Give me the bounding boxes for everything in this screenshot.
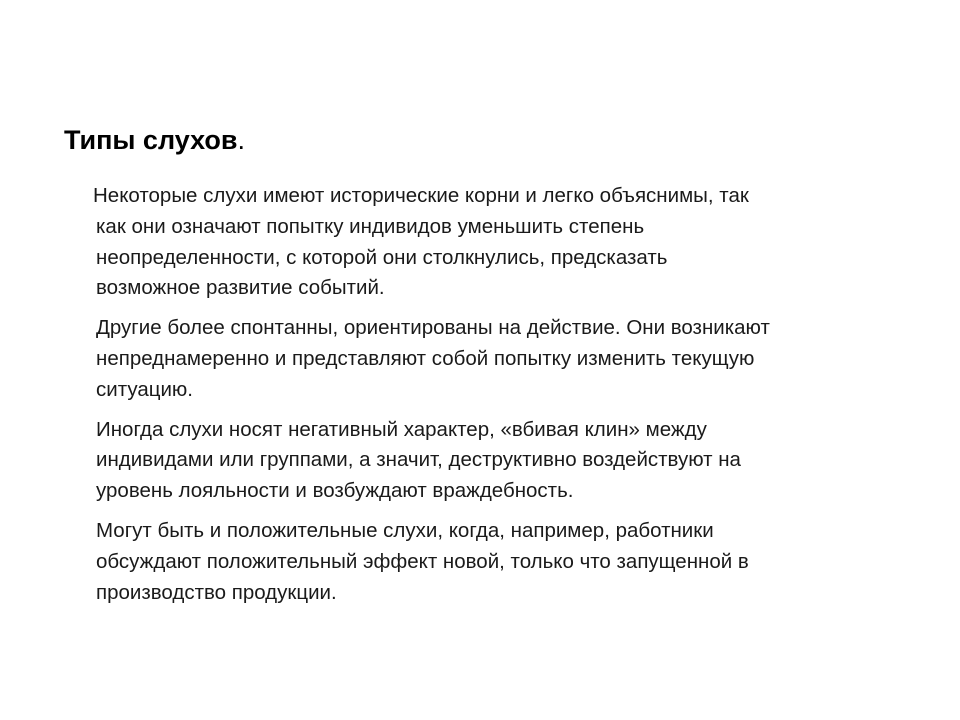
paragraph-spontaneous-rumors bbox=[96, 313, 916, 405]
text-line: производство продукции. bbox=[96, 580, 337, 604]
text-line: непреднамеренно и представляют собой попытку изменить текущую bbox=[96, 346, 755, 370]
text-line: Некоторые слухи имеют исторические корни и легко объяснимы, так bbox=[93, 184, 749, 207]
paragraph-negative-rumors bbox=[96, 415, 916, 507]
paragraph-positive-rumors bbox=[96, 516, 916, 608]
text-line: ситуацию. bbox=[96, 377, 194, 401]
slide-title bbox=[64, 120, 245, 160]
text-line: возможное развитие событий. bbox=[96, 276, 385, 300]
text-line: индивидами или группами, а значит, деструктивно воздействуют на bbox=[96, 448, 741, 472]
text-line: неопределенности, с которой они столкнулись, предсказать bbox=[96, 245, 668, 269]
text-line: уровень лояльности и возбуждают враждебность. bbox=[96, 479, 574, 503]
paragraph-historical-rumors bbox=[93, 181, 916, 304]
text-line: обсуждают положительный эффект новой, только что запущенной в bbox=[96, 549, 749, 573]
text-line: Другие более спонтанны, ориентированы на действие. Они возникают bbox=[96, 316, 770, 340]
slide-title-punct: . bbox=[237, 125, 246, 155]
text-line: как они означают попытку индивидов уменьшить степень bbox=[96, 214, 645, 238]
text-line: Могут быть и положительные слухи, когда, например, работники bbox=[96, 518, 714, 542]
text-line: Иногда слухи носят негативный характер, «вбивая клин» между bbox=[96, 417, 707, 441]
slide-body bbox=[93, 181, 916, 617]
slide-title-text: Типы слухов bbox=[64, 125, 238, 155]
